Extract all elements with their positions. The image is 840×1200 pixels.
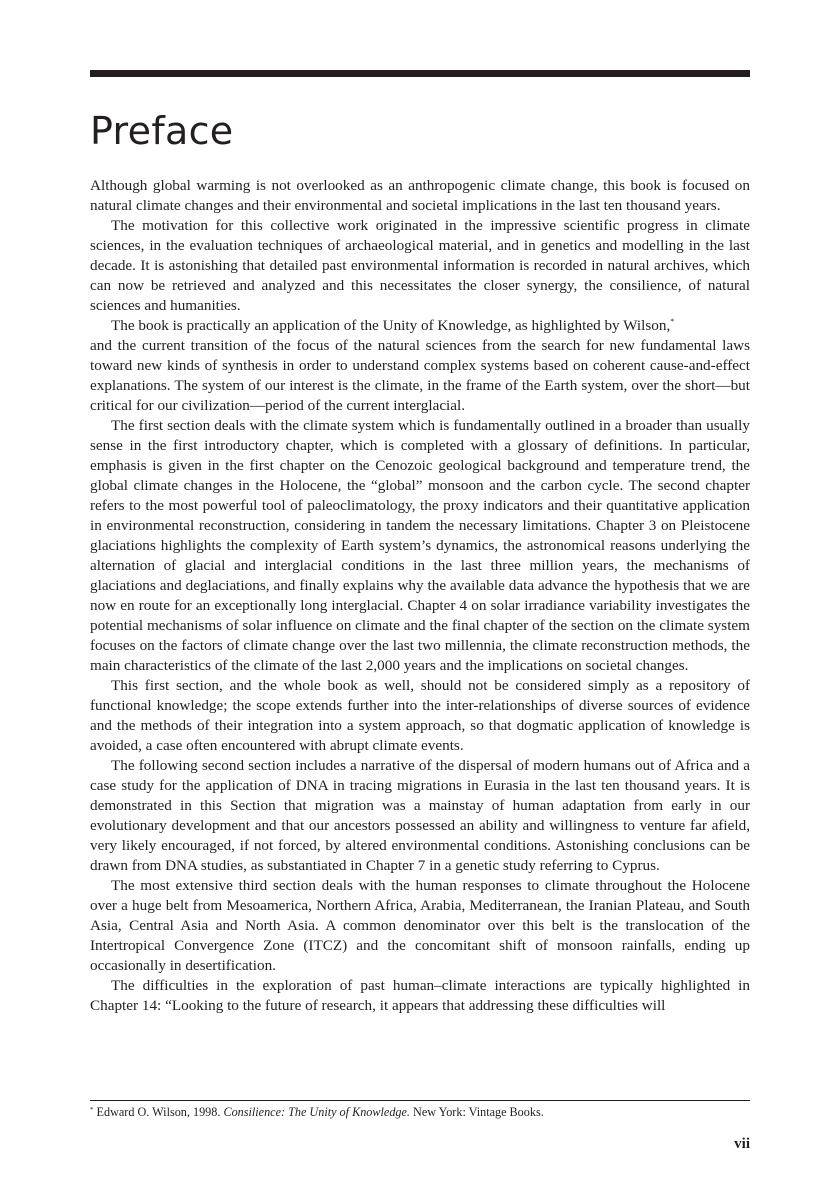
footnote-text-after: New York: Vintage Books. bbox=[409, 1105, 544, 1119]
paragraph-1: Although global warming is not overlooked as an anthropogenic climate change, this book is focused on natural climate changes and their environmental and societal implications in the last ten thousand years. bbox=[90, 177, 750, 214]
footnote bbox=[90, 1104, 750, 1120]
paragraph-5: This first section, and the whole book as well, should not be considered simply as a repository of functional knowledge; the scope extends further into the inter-relationships of diverse sources of evidence and the methods of their integration into a system approach, so that dogmatic application of knowledge is avoided, a case often encountered with abrupt climate events. bbox=[90, 677, 750, 754]
paragraph-7: The most extensive third section deals with the human responses to climate throughout the Holocene over a huge belt from Mesoamerica, Northern Africa, Arabia, Mediterranean, the Iranian Plateau, and South Asia, Central Asia and North Asia. A common denominator over this belt is the translocation of the Intertropical Convergence Zone (ITCZ) and the concomitant shift of monsoon rainfalls, ending up occasionally in desertification. bbox=[90, 877, 750, 974]
page-number: vii bbox=[734, 1136, 750, 1152]
paragraph-3-text: The book is practically an application of the Unity of Knowledge, as highlighted by Wilson, bbox=[111, 317, 671, 334]
paragraph-6: The following second section includes a narrative of the dispersal of modern humans out of Africa and a case study for the application of DNA in tracing migrations in Eurasia in the last ten thousand years. It is demonstrated in this Section that migration was a mainstay of human adaptation from early in our evolutionary development and that our ancestors possessed an ability and willingness to venture far afield, very likely encouraged, if not forced, by altered environmental conditions. Astonishing conclusions can be drawn from DNA studies, as substantiated in Chapter 7 in a genetic study referring to Cyprus. bbox=[90, 757, 750, 874]
preface-body bbox=[90, 176, 750, 1016]
footnote-text-before: Edward O. Wilson, 1998. bbox=[96, 1105, 224, 1119]
footnote-marker: * bbox=[90, 1106, 94, 1114]
footnote-rule bbox=[90, 1100, 750, 1101]
top-rule bbox=[90, 70, 750, 77]
footnote-reference: * bbox=[670, 317, 675, 326]
paragraph-8: The difficulties in the exploration of past human–climate interactions are typically highlighted in Chapter 14: “Looking to the future of research, it appears that addressing these difficulties will bbox=[90, 977, 750, 1014]
paragraph-2: The motivation for this collective work originated in the impressive scientific progress in climate sciences, in the evaluation techniques of archaeological material, and in genetics and modelling in the last decade. It is astonishing that detailed past environmental information is recorded in natural archives, which can now be retrieved and analyzed and this necessitates the closer synergy, the consilience, of natural sciences and humanities. bbox=[90, 217, 750, 314]
paragraph-3-continuation: and the current transition of the focus of the natural sciences from the search for new fundamental laws toward new kinds of synthesis in order to understand complex systems based on coherent cause-and-effect explanations. The system of our interest is the climate, in the frame of the Earth system, over the short—but critical for our civilization—period of the current interglacial. bbox=[90, 337, 750, 414]
footnote-title: Consilience: The Unity of Knowledge. bbox=[223, 1105, 410, 1119]
paragraph-4: The first section deals with the climate system which is fundamentally outlined in a broader than usually sense in the first introductory chapter, which is completed with a glossary of definitions. In particular, emphasis is given in the first chapter on the Cenozoic geological background and temperature trend, the global climate changes in the Holocene, the “global” monsoon and the carbon cycle. The second chapter refers to the most powerful tool of paleoclimatology, the proxy indicators and their quantitative application in environmental reconstruction, considering in tandem the necessary limitations. Chapter 3 on Pleistocene glaciations highlights the complexity of Earth system’s dynamics, the astronomical reasons underlying the alternation of glacial and interglacial conditions in the last three million years, the mechanisms of glaciations and deglaciations, and finally explains why the available data advance the hypothesis that we are now en route for an exceptionally long interglacial. Chapter 4 on solar irradiance variability investigates the potential mechanisms of solar influence on climate and the final chapter of the section on the climate system focuses on the factors of climate change over the last two millennia, the climate reconstruction methods, the main characteristics of the climate of the last 2,000 years and the implications on societal changes. bbox=[90, 417, 750, 674]
page-title: Preface bbox=[90, 109, 234, 153]
paragraph-3 bbox=[90, 316, 750, 416]
